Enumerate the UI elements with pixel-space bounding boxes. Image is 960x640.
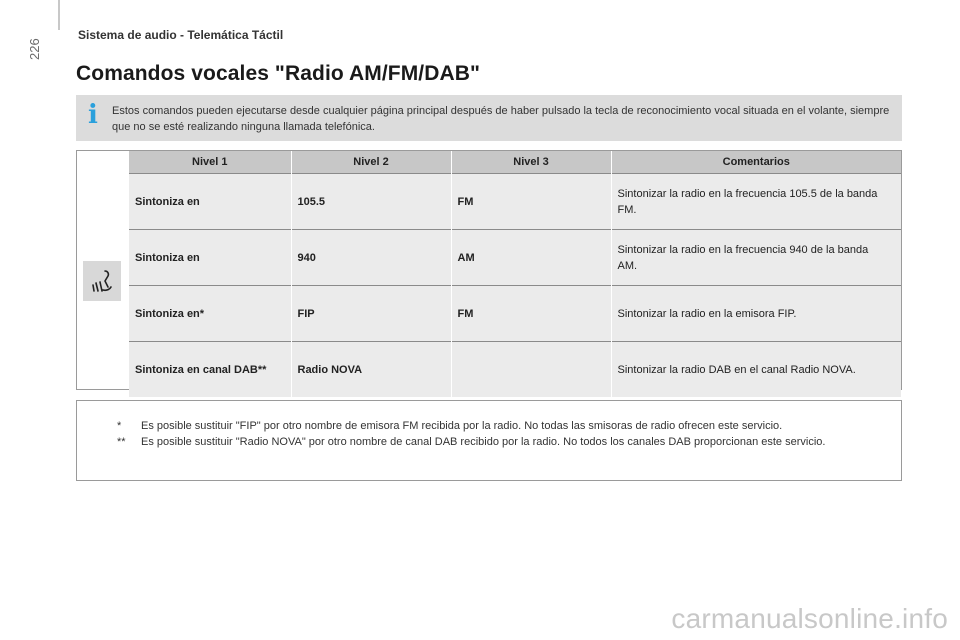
cell-nivel-2: FIP: [291, 286, 451, 342]
header-nivel-1: Nivel 1: [129, 151, 291, 174]
cell-nivel-3: AM: [451, 230, 611, 286]
cell-nivel-1: Sintoniza en*: [129, 286, 291, 342]
header-nivel-3: Nivel 3: [451, 151, 611, 174]
cell-nivel-2: 105.5: [291, 174, 451, 230]
header-comentarios: Comentarios: [611, 151, 901, 174]
table-row: [129, 230, 901, 286]
cell-nivel-1: Sintoniza en canal DAB**: [129, 342, 291, 398]
margin-rule: [58, 0, 60, 30]
info-text: Estos comandos pueden ejecutarse desde cualquier página principal después de haber pulsado la tecla de reconocimiento vocal situada en el volante, siempre que no se esté realizando ninguna llamada telefónica.: [112, 105, 890, 133]
cell-nivel-1: Sintoniza en: [129, 230, 291, 286]
footnote: [117, 418, 911, 434]
table-row: [129, 342, 901, 398]
running-head: Sistema de audio - Telemática Táctil: [78, 28, 284, 42]
footnote-text: Es posible sustituir "FIP" por otro nombre de emisora FM recibida por la radio. No todas las smisoras de radio ofrecen este servicio.: [141, 420, 783, 432]
cell-nivel-3: FM: [451, 286, 611, 342]
voice-command-table: [129, 151, 901, 397]
header-nivel-2: Nivel 2: [291, 151, 451, 174]
info-icon: i: [88, 100, 98, 130]
table-row: [129, 174, 901, 230]
voice-command-table-wrapper: [76, 150, 902, 390]
cell-nivel-1: Sintoniza en: [129, 174, 291, 230]
cell-nivel-2: 940: [291, 230, 451, 286]
page-number: 226: [27, 38, 42, 60]
cell-nivel-2: Radio NOVA: [291, 342, 451, 398]
footnote-mark: **: [117, 436, 126, 448]
table-row: [129, 286, 901, 342]
table-header-row: [129, 151, 901, 174]
footnote-text: Es posible sustituir "Radio NOVA" por otro nombre de canal DAB recibido por la radio. No todos los canales DAB proporcionan este servicio.: [141, 436, 826, 448]
cell-comentario: Sintonizar la radio en la frecuencia 105.5 de la banda FM.: [611, 174, 901, 230]
voice-command-icon: [83, 261, 121, 301]
footnote-mark: *: [117, 420, 122, 432]
cell-nivel-3: FM: [451, 174, 611, 230]
cell-comentario: Sintonizar la radio DAB en el canal Radio NOVA.: [611, 342, 901, 398]
footnotes-box: [76, 400, 902, 481]
cell-comentario: Sintonizar la radio en la emisora FIP.: [611, 286, 901, 342]
watermark: carmanualsonline.info: [671, 603, 948, 634]
info-box: [76, 95, 902, 141]
footnote: [117, 434, 911, 450]
cell-comentario: Sintonizar la radio en la frecuencia 940 de la banda AM.: [611, 230, 901, 286]
cell-nivel-3: [451, 342, 611, 398]
page-title: Comandos vocales "Radio AM/FM/DAB": [76, 62, 481, 85]
